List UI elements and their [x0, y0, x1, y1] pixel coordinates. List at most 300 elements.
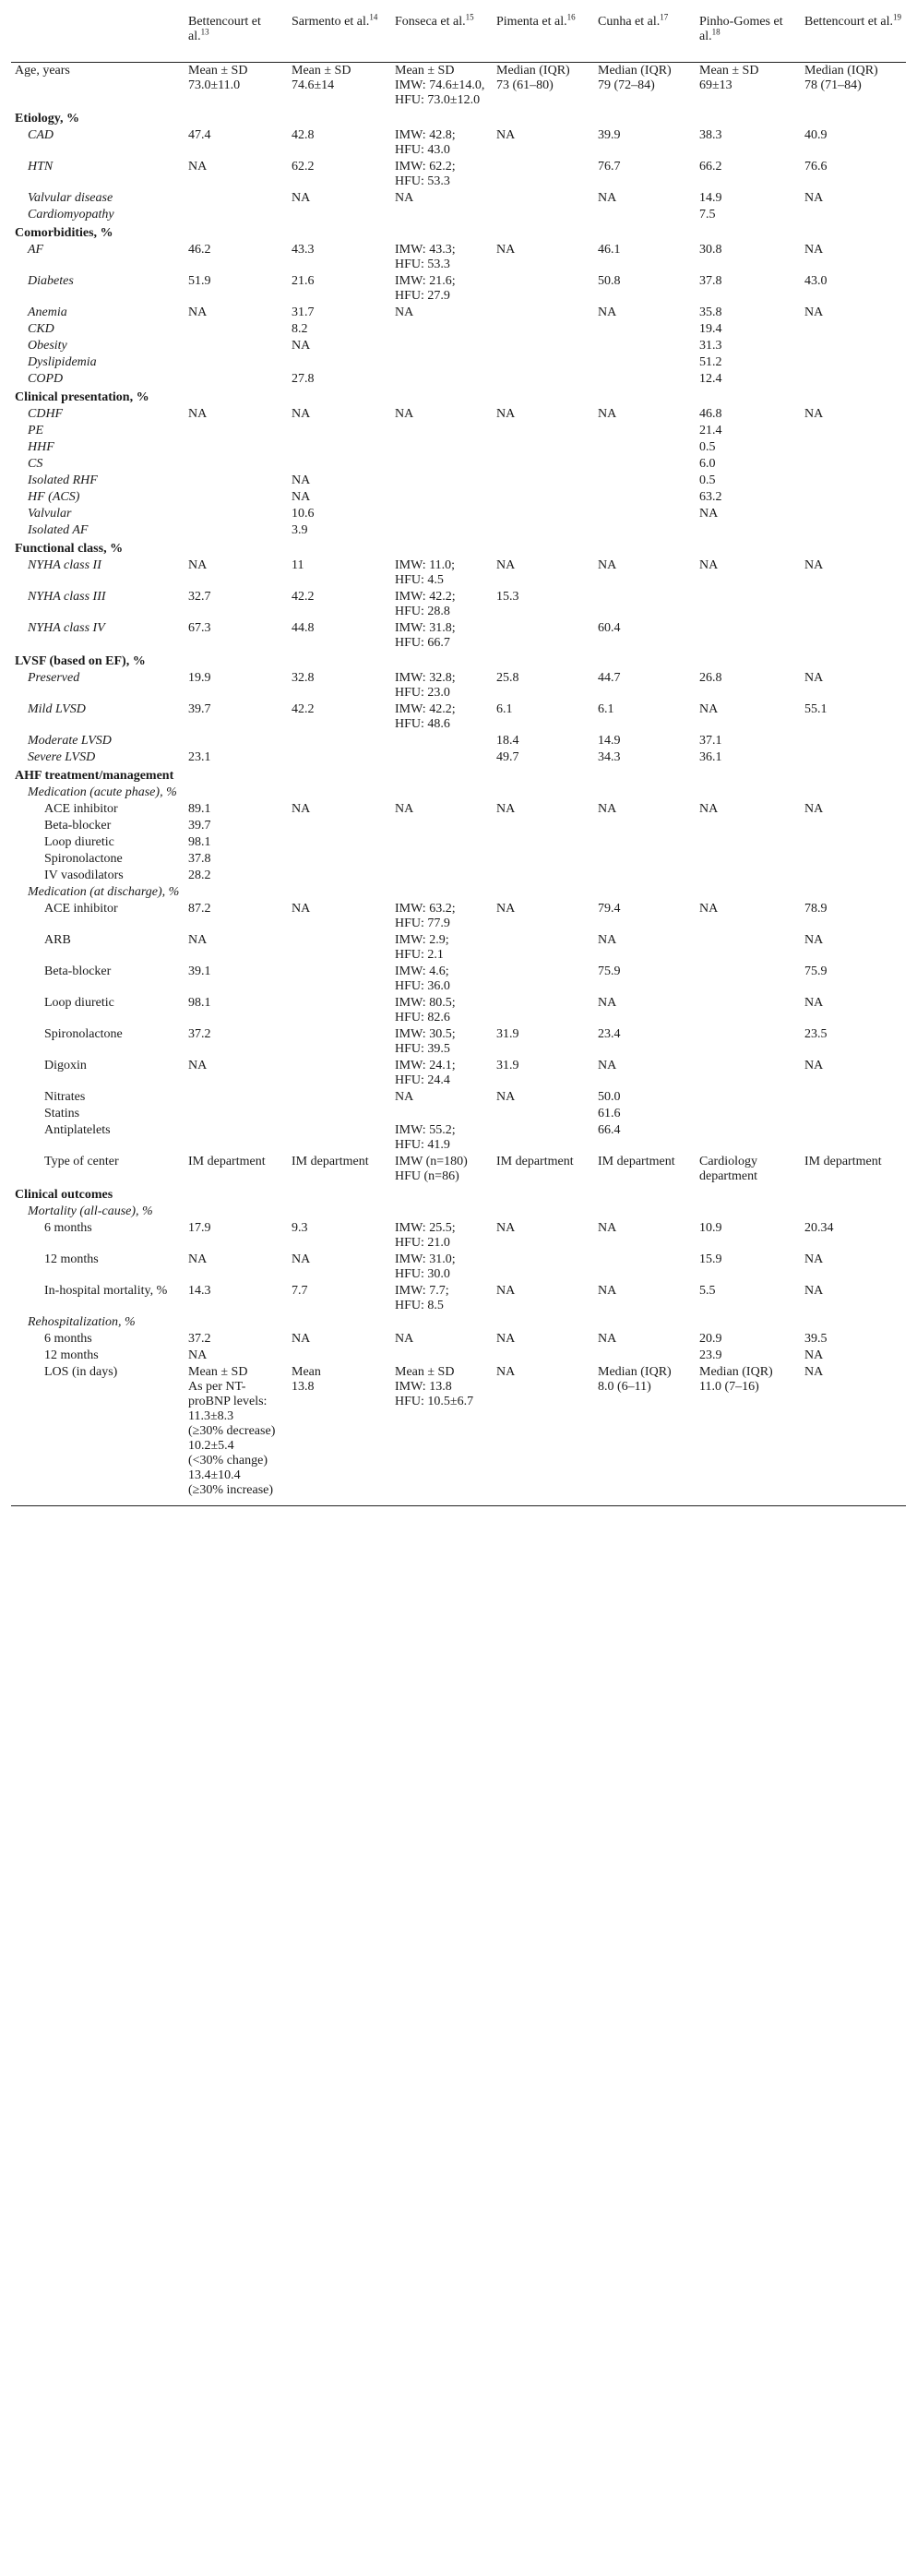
table-cell: 25.8	[496, 671, 519, 685]
row-label: NYHA class IV	[28, 621, 105, 635]
table-cell: 8.2	[292, 322, 308, 336]
table-cell	[594, 473, 696, 489]
table-cell	[493, 489, 594, 506]
table-cell	[696, 1089, 801, 1106]
table-cell	[493, 818, 594, 834]
table-cell: 39.7	[188, 819, 211, 833]
table-cell	[696, 589, 801, 620]
table-cell	[594, 652, 696, 670]
table-cell: NA	[496, 243, 516, 257]
table-row	[11, 489, 906, 506]
table-cell	[391, 818, 493, 834]
table-cell	[288, 652, 391, 670]
table-cell: 23.5	[804, 1027, 828, 1041]
table-cell: 42.2	[292, 702, 315, 716]
table-cell	[801, 868, 906, 884]
table-cell: Mean 13.8	[288, 1364, 391, 1506]
table-cell	[288, 749, 391, 766]
table-row	[11, 321, 906, 338]
table-cell: NA	[496, 407, 516, 421]
table-row	[11, 1364, 906, 1506]
table-cell: 31.9	[496, 1027, 519, 1041]
header-cell-study	[801, 7, 906, 63]
table-cell: 76.6	[804, 160, 828, 174]
row-label: IV vasodilators	[44, 869, 124, 882]
table-cell	[391, 785, 493, 801]
table-cell	[696, 223, 801, 242]
table-cell	[288, 785, 391, 801]
row-label: ARB	[44, 933, 71, 947]
table-cell: NA	[598, 1059, 617, 1072]
table-cell: NA	[188, 933, 208, 947]
table-row	[11, 159, 906, 190]
table-cell	[696, 818, 801, 834]
table-cell	[696, 995, 801, 1026]
table-cell: Mean ± SD As per NT-proBNP levels: 11.3±8.3 (≥30% decrease) 10.2±5.4 (<30% change) 13.4±10.4 (≥30% increase)	[185, 1364, 288, 1506]
table-cell: IMW: 31.8; HFU: 66.7	[395, 621, 456, 650]
table-row	[11, 884, 906, 901]
table-row	[11, 749, 906, 766]
reference-number: 19	[893, 12, 902, 22]
table-cell	[493, 539, 594, 557]
table-cell	[391, 1185, 493, 1204]
table-cell	[801, 785, 906, 801]
table-cell: 14.9	[598, 734, 621, 748]
table-cell: NA	[598, 996, 617, 1010]
reference-number: 17	[660, 12, 669, 22]
table-cell: IM department	[292, 1155, 369, 1168]
table-cell: 6.0	[699, 457, 716, 471]
row-label: HTN	[28, 160, 54, 174]
section-row	[11, 109, 906, 127]
table-cell	[391, 851, 493, 868]
table-cell: NA	[496, 128, 516, 142]
table-cell: NA	[804, 1059, 824, 1072]
table-cell	[594, 207, 696, 223]
header-label: Pinho-Gomes et al.	[699, 15, 783, 43]
table-cell	[801, 818, 906, 834]
table-cell	[288, 388, 391, 406]
table-cell: 21.4	[699, 424, 722, 437]
table-cell: NA	[292, 490, 311, 504]
table-cell: 27.8	[292, 372, 315, 386]
row-label: Dyslipidemia	[28, 355, 97, 369]
row-label: Preserved	[28, 671, 80, 685]
table-cell	[696, 620, 801, 652]
table-cell	[594, 456, 696, 473]
table-cell	[493, 868, 594, 884]
table-cell	[493, 1252, 594, 1283]
table-cell	[696, 868, 801, 884]
table-cell: NA	[804, 243, 824, 257]
table-cell	[391, 1314, 493, 1331]
table-cell: 15.3	[496, 590, 519, 604]
table-cell	[801, 1122, 906, 1154]
section-row	[11, 652, 906, 670]
table-cell: 51.2	[699, 355, 722, 369]
reference-number: 13	[200, 27, 209, 37]
table-cell: NA	[188, 558, 208, 572]
table-cell: NA	[699, 802, 719, 816]
table-cell	[185, 388, 288, 406]
table-cell	[288, 1314, 391, 1331]
table-cell: 39.5	[804, 1332, 828, 1346]
table-cell: IMW (n=180) HFU (n=86)	[395, 1155, 468, 1183]
table-cell	[696, 1058, 801, 1089]
table-cell: IMW: 55.2; HFU: 41.9	[395, 1123, 456, 1152]
table-cell: 39.7	[188, 702, 211, 716]
table-cell	[391, 1106, 493, 1122]
table-cell	[493, 884, 594, 901]
table-cell: NA	[804, 1252, 824, 1266]
table-cell: NA	[493, 1364, 594, 1506]
table-cell: 51.9	[188, 274, 211, 288]
table-cell: 37.1	[699, 734, 722, 748]
table-cell	[493, 766, 594, 785]
table-cell	[391, 223, 493, 242]
table-cell	[185, 766, 288, 785]
row-label: HF (ACS)	[28, 490, 80, 504]
table-cell: NA	[395, 802, 414, 816]
table-cell: 42.2	[292, 590, 315, 604]
table-cell: NA	[699, 902, 719, 916]
table-cell: 89.1	[188, 802, 211, 816]
table-cell: 67.3	[188, 621, 211, 635]
table-row	[11, 964, 906, 995]
table-cell	[391, 456, 493, 473]
table-cell: NA	[395, 306, 414, 319]
table-cell: 21.6	[292, 274, 315, 288]
table-cell	[696, 1026, 801, 1058]
row-label: Digoxin	[44, 1059, 87, 1072]
table-cell: 0.5	[699, 473, 716, 487]
table-cell	[594, 884, 696, 901]
table-cell	[493, 932, 594, 964]
table-cell: NA	[496, 1284, 516, 1298]
table-cell	[493, 321, 594, 338]
table-cell	[594, 785, 696, 801]
row-label: ACE inhibitor	[44, 802, 118, 816]
header-label: Bettencourt et al.	[188, 15, 261, 43]
table-cell: 9.3	[292, 1221, 308, 1235]
table-cell: 98.1	[188, 835, 211, 849]
table-cell: NA	[804, 996, 824, 1010]
table-cell	[493, 851, 594, 868]
table-cell: NA	[804, 802, 824, 816]
table-cell	[493, 522, 594, 539]
table-cell	[391, 371, 493, 388]
table-cell: 32.7	[188, 590, 211, 604]
table-row	[11, 1089, 906, 1106]
table-cell	[594, 522, 696, 539]
table-cell	[696, 388, 801, 406]
header-label: Sarmento et al.	[292, 15, 370, 29]
table-cell: NA	[598, 306, 617, 319]
table-cell: 15.9	[699, 1252, 722, 1266]
table-cell	[391, 1348, 493, 1364]
table-cell	[493, 338, 594, 354]
table-cell: Median (IQR) 79 (72–84)	[594, 63, 696, 110]
table-cell	[185, 473, 288, 489]
table-row	[11, 456, 906, 473]
table-cell: 34.3	[598, 750, 621, 764]
table-cell	[801, 1185, 906, 1204]
table-cell: 3.9	[292, 523, 308, 537]
table-cell	[493, 1348, 594, 1364]
table-cell	[493, 785, 594, 801]
table-cell: 50.0	[598, 1090, 621, 1104]
table-cell: Median (IQR) 11.0 (7–16)	[696, 1364, 801, 1506]
table-cell: 18.4	[496, 734, 519, 748]
section-row	[11, 388, 906, 406]
table-cell	[288, 1058, 391, 1089]
table-cell: NA	[699, 558, 719, 572]
row-label: Isolated RHF	[28, 473, 98, 487]
table-cell	[594, 818, 696, 834]
table-cell: NA	[395, 1332, 414, 1346]
table-cell	[801, 439, 906, 456]
table-body	[11, 63, 906, 1506]
table-cell: 63.2	[699, 490, 722, 504]
table-cell: NA	[804, 671, 824, 685]
table-cell: NA	[395, 407, 414, 421]
row-label: Statins	[44, 1107, 80, 1120]
table-cell: 7.7	[292, 1284, 308, 1298]
table-cell: 19.9	[188, 671, 211, 685]
row-label: CAD	[28, 128, 54, 142]
table-cell: 75.9	[598, 965, 621, 978]
table-cell	[185, 1204, 288, 1220]
table-row	[11, 1314, 906, 1331]
table-row	[11, 1122, 906, 1154]
table-row	[11, 818, 906, 834]
table-cell	[696, 1122, 801, 1154]
table-cell	[391, 868, 493, 884]
row-label: Diabetes	[28, 274, 74, 288]
table-cell: NA	[292, 407, 311, 421]
table-cell: NA	[598, 407, 617, 421]
table-cell	[288, 868, 391, 884]
table-cell	[391, 338, 493, 354]
table-cell	[185, 456, 288, 473]
table-row	[11, 995, 906, 1026]
table-cell	[185, 1089, 288, 1106]
table-cell: 50.8	[598, 274, 621, 288]
table-row	[11, 207, 906, 223]
header-cell-study	[288, 7, 391, 63]
table-cell: IMW: 80.5; HFU: 82.6	[395, 996, 456, 1024]
table-cell	[493, 423, 594, 439]
table-cell	[185, 1314, 288, 1331]
table-cell: 30.8	[699, 243, 722, 257]
table-cell	[594, 766, 696, 785]
row-label: Mortality (all-cause), %	[28, 1204, 153, 1218]
table-row	[11, 733, 906, 749]
table-cell	[185, 371, 288, 388]
table-cell	[493, 109, 594, 127]
section-heading: Functional class, %	[15, 542, 124, 556]
table-row	[11, 371, 906, 388]
table-cell	[594, 539, 696, 557]
table-cell: 17.9	[188, 1221, 211, 1235]
row-label: Type of center	[44, 1155, 119, 1168]
table-cell	[288, 109, 391, 127]
table-cell: NA	[801, 1364, 906, 1506]
row-label: Rehospitalization, %	[28, 1315, 136, 1329]
table-cell	[801, 1106, 906, 1122]
row-label: Cardiomyopathy	[28, 208, 114, 222]
table-cell	[288, 1204, 391, 1220]
table-cell: IMW: 62.2; HFU: 53.3	[395, 160, 456, 188]
table-cell	[801, 1089, 906, 1106]
row-label: In-hospital mortality, %	[44, 1284, 168, 1298]
table-cell	[391, 109, 493, 127]
table-cell	[391, 354, 493, 371]
table-cell	[696, 1204, 801, 1220]
table-cell	[288, 851, 391, 868]
row-label: 12 months	[44, 1348, 99, 1362]
table-row	[11, 1331, 906, 1348]
table-row	[11, 522, 906, 539]
table-cell	[493, 223, 594, 242]
table-cell	[594, 1204, 696, 1220]
table-cell	[185, 1106, 288, 1122]
table-cell: NA	[598, 191, 617, 205]
row-label: Valvular disease	[28, 191, 113, 205]
table-cell: 43.3	[292, 243, 315, 257]
table-cell	[696, 1106, 801, 1122]
table-cell	[185, 190, 288, 207]
table-cell	[391, 321, 493, 338]
table-cell: 66.4	[598, 1123, 621, 1137]
header-cell-study	[696, 7, 801, 63]
row-label: Obesity	[28, 339, 67, 353]
table-cell	[185, 321, 288, 338]
table-cell	[391, 652, 493, 670]
table-cell	[801, 766, 906, 785]
table-cell	[493, 354, 594, 371]
table-cell: IMW: 32.8; HFU: 23.0	[395, 671, 456, 700]
table-cell	[185, 785, 288, 801]
table-cell	[493, 1204, 594, 1220]
table-cell: 37.2	[188, 1332, 211, 1346]
table-cell	[696, 766, 801, 785]
row-label: PE	[28, 424, 44, 437]
table-cell	[288, 354, 391, 371]
table-cell	[391, 473, 493, 489]
table-row	[11, 901, 906, 932]
table-cell	[493, 1314, 594, 1331]
table-cell	[391, 207, 493, 223]
table-cell	[391, 423, 493, 439]
table-cell	[391, 522, 493, 539]
row-label: NYHA class II	[28, 558, 101, 572]
table-cell	[493, 995, 594, 1026]
table-cell: NA	[188, 1252, 208, 1266]
table-cell: NA	[496, 802, 516, 816]
table-cell	[493, 273, 594, 305]
table-cell	[801, 473, 906, 489]
table-cell: 37.2	[188, 1027, 211, 1041]
table-cell: NA	[699, 507, 719, 521]
table-cell	[288, 456, 391, 473]
table-cell	[594, 506, 696, 522]
table-cell: IMW: 63.2; HFU: 77.9	[395, 902, 456, 930]
table-cell: 42.8	[292, 128, 315, 142]
row-label: CKD	[28, 322, 54, 336]
table-cell: NA	[188, 1059, 208, 1072]
table-cell	[696, 539, 801, 557]
row-label: HHF	[28, 440, 54, 454]
table-cell	[185, 489, 288, 506]
table-cell: NA	[598, 802, 617, 816]
table-cell: NA	[292, 473, 311, 487]
table-cell	[801, 223, 906, 242]
table-cell: IMW: 11.0; HFU: 4.5	[395, 558, 456, 587]
section-row	[11, 1185, 906, 1204]
table-cell	[801, 749, 906, 766]
table-cell: Mean ± SD 73.0±11.0	[185, 63, 288, 110]
table-cell	[594, 868, 696, 884]
table-row	[11, 406, 906, 423]
table-row	[11, 273, 906, 305]
table-cell	[696, 834, 801, 851]
table-cell	[801, 207, 906, 223]
section-heading: Clinical outcomes	[15, 1188, 113, 1202]
table-row	[11, 1026, 906, 1058]
table-cell	[594, 589, 696, 620]
table-cell: 23.9	[699, 1348, 722, 1362]
table-row	[11, 127, 906, 159]
table-cell: 5.5	[699, 1284, 716, 1298]
header-cell-study	[594, 7, 696, 63]
table-cell	[696, 522, 801, 539]
table-row	[11, 1058, 906, 1089]
table-cell	[391, 1204, 493, 1220]
reference-number: 18	[711, 27, 720, 37]
table-cell: NA	[496, 902, 516, 916]
header-label: Pimenta et al.	[496, 15, 567, 29]
table-cell	[288, 207, 391, 223]
table-cell	[493, 456, 594, 473]
reference-number: 16	[566, 12, 576, 22]
table-cell	[288, 1089, 391, 1106]
table-cell	[801, 321, 906, 338]
table-cell: NA	[496, 1332, 516, 1346]
table-cell	[493, 1185, 594, 1204]
table-row	[11, 834, 906, 851]
table-cell: IMW: 42.8; HFU: 43.0	[395, 128, 456, 157]
table-cell	[801, 506, 906, 522]
row-label: Loop diuretic	[44, 835, 114, 849]
table-row	[11, 1204, 906, 1220]
table-row	[11, 701, 906, 733]
table-row	[11, 242, 906, 273]
table-cell	[801, 489, 906, 506]
table-cell	[391, 388, 493, 406]
table-cell: NA	[496, 558, 516, 572]
table-cell: NA	[804, 306, 824, 319]
table-cell: 87.2	[188, 902, 211, 916]
table-cell: NA	[188, 306, 208, 319]
table-row	[11, 190, 906, 207]
table-cell: 79.4	[598, 902, 621, 916]
table-cell	[391, 733, 493, 749]
table-cell: Mean ± SD IMW: 74.6±14.0, HFU: 73.0±12.0	[391, 63, 493, 110]
table-cell: Mean ± SD IMW: 13.8 HFU: 10.5±6.7	[391, 1364, 493, 1506]
reference-number: 14	[369, 12, 378, 22]
table-cell: NA	[598, 1221, 617, 1235]
